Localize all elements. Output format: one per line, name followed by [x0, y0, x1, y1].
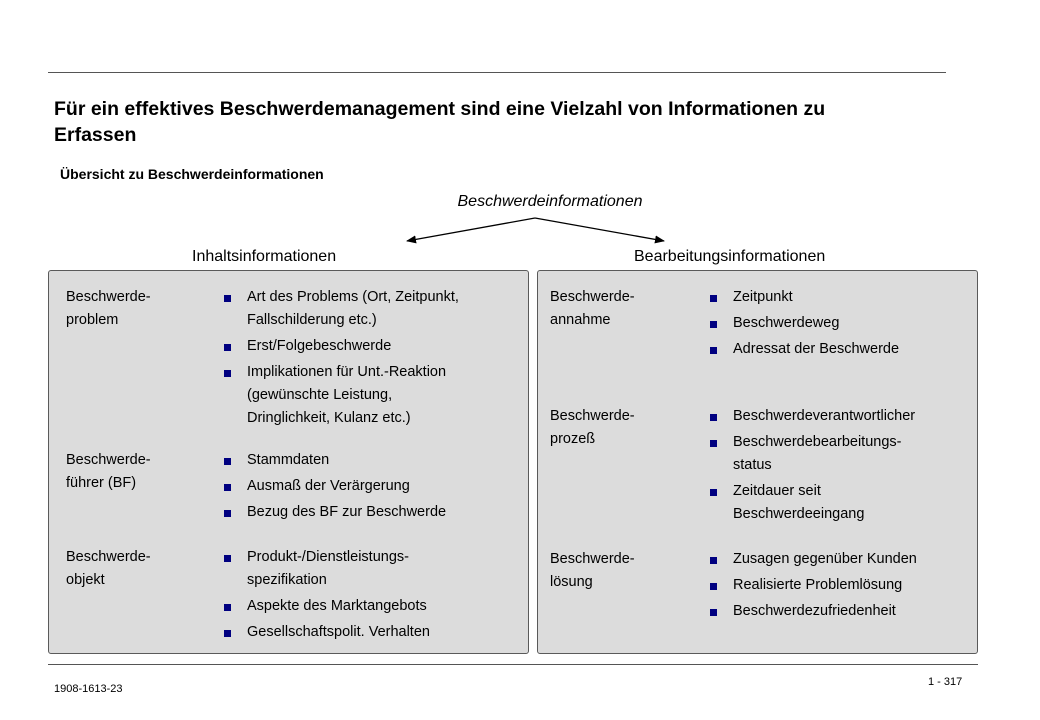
bullet-list [705, 286, 980, 364]
list-item: Produkt-/Dienstleistungs- spezifikation [219, 546, 539, 592]
list-item: Beschwerdeweg [705, 312, 980, 335]
bullet-square-icon [224, 510, 231, 517]
bullet-square-icon [710, 489, 717, 496]
category-label: Beschwerde- annahme [550, 289, 635, 328]
bullet-list [219, 546, 539, 647]
category-label: Beschwerde- prozeß [550, 408, 635, 447]
bullet-list [705, 405, 980, 529]
page-number: 1 - 317 [928, 676, 963, 688]
diagram-root-label: Beschwerdeinformationen [457, 193, 643, 210]
list-item: Stammdaten [219, 449, 539, 472]
document-id: 1908-1613-23 [54, 683, 123, 695]
bullet-square-icon [710, 440, 717, 447]
list-item: Implikationen für Unt.-Reaktion (gewünschte Leistung, Dringlichkeit, Kulanz etc.) [219, 361, 539, 430]
bullet-square-icon [710, 295, 717, 302]
bullet-square-icon [224, 458, 231, 465]
bullet-square-icon [710, 347, 717, 354]
category-label: Beschwerde- problem [66, 289, 151, 328]
bullet-square-icon [710, 557, 717, 564]
panel-inhaltsinformationen [48, 270, 529, 654]
panel-bearbeitungsinformationen [537, 270, 978, 654]
page-subtitle: Übersicht zu Beschwerdeinformationen [60, 166, 324, 182]
list-item: Ausmaß der Verärgerung [219, 475, 539, 498]
list-item: Aspekte des Marktangebots [219, 595, 539, 618]
list-item: Art des Problems (Ort, Zeitpunkt, Fallschilderung etc.) [219, 286, 539, 332]
bullet-square-icon [224, 370, 231, 377]
bullet-square-icon [224, 344, 231, 351]
bullet-list [219, 449, 539, 527]
category-label: Beschwerde- objekt [66, 549, 151, 588]
bullet-list [705, 548, 980, 626]
page-title: Für ein effektives Beschwerdemanagement sind eine Vielzahl von Informationen zu Erfassen [54, 98, 826, 146]
bullet-square-icon [224, 484, 231, 491]
arrow-to-bearbeitungsinformationen [535, 218, 664, 241]
list-item: Erst/Folgebeschwerde [219, 335, 539, 358]
bullet-list [219, 286, 539, 433]
list-item: Beschwerdebearbeitungs- status [705, 431, 980, 477]
branch-label-bearbeitungsinformationen: Bearbeitungsinformationen [634, 248, 826, 265]
list-item: Beschwerdeverantwortlicher [705, 405, 980, 428]
category-label: Beschwerde- führer (BF) [66, 452, 151, 491]
list-item: Realisierte Problemlösung [705, 574, 980, 597]
list-item: Bezug des BF zur Beschwerde [219, 501, 539, 524]
bullet-square-icon [224, 295, 231, 302]
list-item: Zeitpunkt [705, 286, 980, 309]
list-item: Beschwerdezufriedenheit [705, 600, 980, 623]
arrow-to-inhaltsinformationen [407, 218, 535, 241]
bullet-square-icon [710, 583, 717, 590]
list-item: Adressat der Beschwerde [705, 338, 980, 361]
bullet-square-icon [710, 321, 717, 328]
category-label: Beschwerde- lösung [550, 551, 635, 590]
bullet-square-icon [710, 414, 717, 421]
list-item: Zusagen gegenüber Kunden [705, 548, 980, 571]
bullet-square-icon [224, 555, 231, 562]
bullet-square-icon [224, 630, 231, 637]
list-item: Zeitdauer seit Beschwerdeeingang [705, 480, 980, 526]
bullet-square-icon [224, 604, 231, 611]
bullet-square-icon [710, 609, 717, 616]
branch-label-inhaltsinformationen: Inhaltsinformationen [192, 248, 337, 265]
bottom-divider [48, 664, 978, 665]
list-item: Gesellschaftspolit. Verhalten [219, 621, 539, 644]
